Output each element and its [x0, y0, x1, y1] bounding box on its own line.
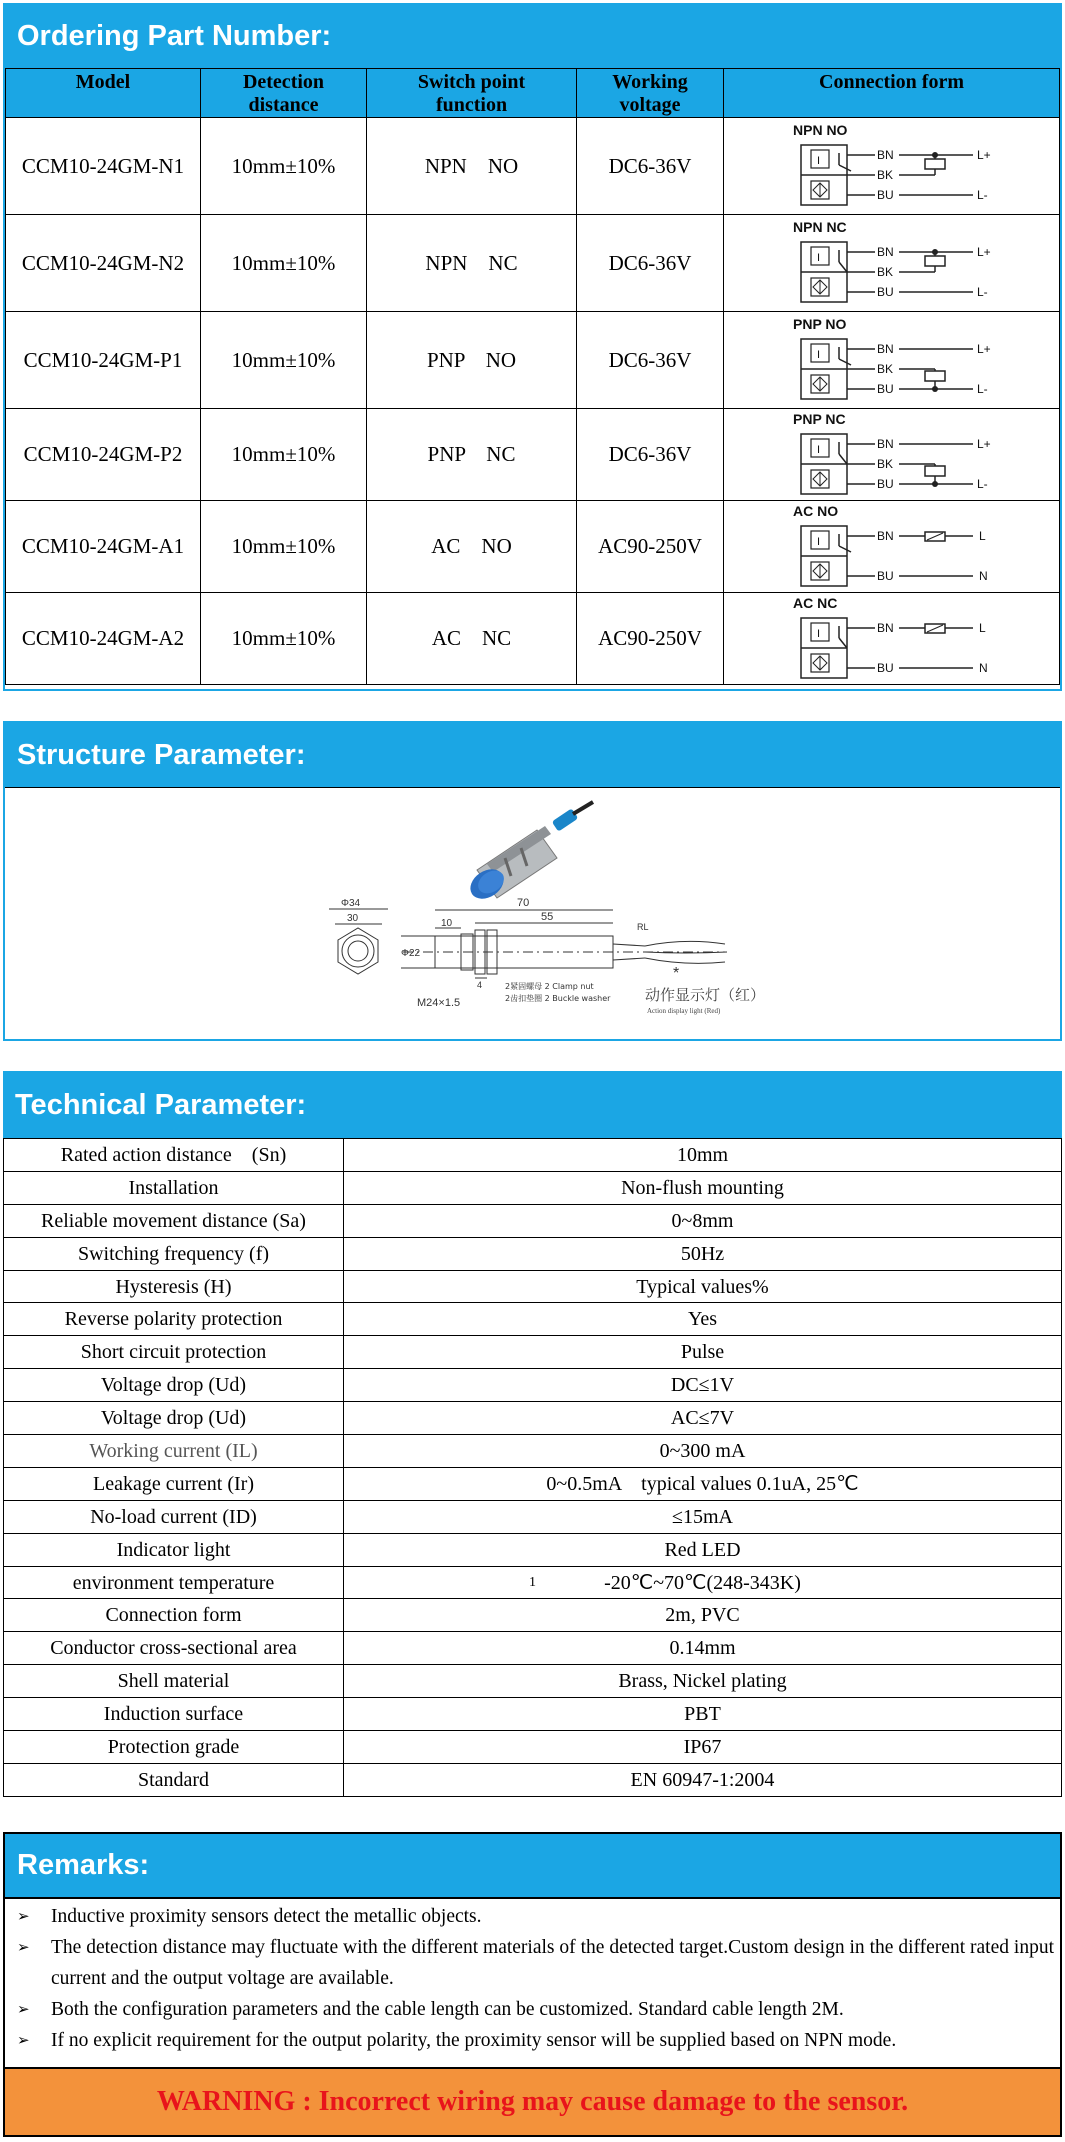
remark-text: The detection distance may fluctuate with the different materials of the detected target.Custom design in the different rated input current and the output voltage are available. [51, 1937, 1054, 1989]
note-light-en: Action display light (Red) [647, 1007, 721, 1015]
distance-cell: 10mm±10% [201, 215, 367, 312]
param-value: 0.14mm [344, 1632, 1062, 1665]
model-cell: CCM10-24GM-P2 [6, 409, 201, 501]
ordering-row [6, 501, 1060, 593]
param-name: Hysteresis (H) [4, 1270, 344, 1303]
svg-text:BK: BK [876, 265, 893, 279]
remarks-list [5, 1899, 1060, 2056]
param-name: Leakage current (Ir) [4, 1467, 344, 1500]
connection-diagram-cell [724, 118, 1060, 215]
technical-table [3, 1138, 1062, 1797]
connection-diagram [767, 504, 1017, 590]
svg-text:BU: BU [876, 568, 894, 583]
param-value: EN 60947-1:2004 [344, 1763, 1062, 1796]
header-detection-distance: Detection distance [201, 69, 367, 118]
dim-d22: Φ22 [401, 948, 421, 959]
svg-text:I: I [816, 252, 820, 264]
voltage-cell: AC90-250V [577, 501, 724, 593]
connection-diagram [767, 220, 1017, 306]
param-name: Conductor cross-sectional area [4, 1632, 344, 1665]
svg-text:BN: BN [876, 528, 894, 543]
svg-text:L: L [978, 528, 986, 543]
ordering-header-row [6, 69, 1060, 118]
connection-diagram-cell [724, 215, 1060, 312]
structure-body [5, 787, 1060, 1040]
note-clamp-nut: 2紧固螺母 2 Clamp nut [505, 982, 594, 991]
technical-row [4, 1402, 1062, 1435]
connection-diagram-cell [724, 312, 1060, 409]
svg-text:L-: L- [976, 285, 988, 299]
connection-diagram-cell [724, 409, 1060, 501]
structure-drawing [5, 788, 1060, 1040]
diagram-title: NPN NC [792, 220, 847, 235]
dim-10: 10 [441, 918, 453, 929]
svg-text:L+: L+ [976, 245, 991, 259]
param-value: 0~8mm [344, 1204, 1062, 1237]
param-name: Rated action distance (Sn) [4, 1139, 344, 1172]
svg-text:I: I [816, 349, 820, 361]
function-cell: PNP NO [367, 312, 577, 409]
param-name: Standard [4, 1763, 344, 1796]
param-name: Protection grade [4, 1731, 344, 1764]
distance-cell: 10mm±10% [201, 312, 367, 409]
param-name: Shell material [4, 1665, 344, 1698]
model-cell: CCM10-24GM-P1 [6, 312, 201, 409]
function-cell: NPN NO [367, 118, 577, 215]
dim-4: 4 [477, 980, 483, 990]
ordering-row [6, 118, 1060, 215]
model-cell: CCM10-24GM-N1 [6, 118, 201, 215]
sensor-photo [465, 802, 593, 905]
note-buckle-washer: 2齿扣垫圈 2 Buckle washer [505, 994, 611, 1003]
param-value: IP67 [344, 1731, 1062, 1764]
svg-text:BK: BK [876, 362, 893, 376]
diagram-title: AC NO [792, 503, 838, 519]
structure-title: Structure Parameter: [5, 723, 1060, 787]
connection-diagram [767, 596, 1017, 682]
technical-row [4, 1237, 1062, 1270]
function-cell: AC NC [367, 593, 577, 685]
technical-row [4, 1270, 1062, 1303]
dim-70: 70 [517, 897, 530, 909]
dim-55: 55 [541, 911, 554, 923]
svg-text:I: I [816, 627, 820, 640]
param-name: Short circuit protection [4, 1336, 344, 1369]
svg-text:L-: L- [976, 188, 988, 202]
param-value: 10mm [344, 1139, 1062, 1172]
svg-text:BN: BN [876, 436, 894, 451]
svg-text:L+: L+ [976, 342, 991, 356]
technical-row [4, 1204, 1062, 1237]
technical-row [4, 1731, 1062, 1764]
svg-text:I: I [816, 535, 820, 548]
svg-text:L+: L+ [976, 436, 991, 451]
param-name: Working current (IL) [4, 1435, 344, 1468]
param-value: ≤15mA [344, 1500, 1062, 1533]
svg-text:BU: BU [876, 382, 894, 396]
param-name: Voltage drop (Ud) [4, 1369, 344, 1402]
ordering-body [6, 118, 1060, 685]
voltage-cell: DC6-36V [577, 118, 724, 215]
voltage-cell: DC6-36V [577, 409, 724, 501]
side-view-drawing [401, 897, 765, 1015]
ordering-row [6, 215, 1060, 312]
header-working-voltage: Working voltage [577, 69, 724, 118]
remark-item [5, 1901, 1060, 1932]
svg-text:BU: BU [876, 188, 894, 202]
param-name: Switching frequency (f) [4, 1237, 344, 1270]
dim-thread: M24×1.5 [417, 997, 461, 1009]
technical-row [4, 1369, 1062, 1402]
header-connection-form: Connection form [724, 69, 1060, 118]
voltage-cell: DC6-36V [577, 312, 724, 409]
param-value: AC≤7V [344, 1402, 1062, 1435]
technical-row [4, 1467, 1062, 1500]
end-view-drawing [329, 898, 388, 974]
connection-diagram-cell [724, 501, 1060, 593]
structure-section [3, 721, 1062, 1041]
header-model: Model [6, 69, 201, 118]
connection-diagram [767, 123, 1017, 209]
technical-row [4, 1566, 1062, 1599]
distance-cell: 10mm±10% [201, 593, 367, 685]
voltage-cell: AC90-250V [577, 593, 724, 685]
svg-text:BN: BN [876, 148, 894, 162]
bullet-arrow-icon: ➢ [17, 1938, 30, 1956]
param-name: Reliable movement distance (Sa) [4, 1204, 344, 1237]
technical-row [4, 1698, 1062, 1731]
param-name: Installation [4, 1171, 344, 1204]
ordering-row [6, 409, 1060, 501]
function-cell: AC NO [367, 501, 577, 593]
param-value: Yes [344, 1303, 1062, 1336]
model-cell: CCM10-24GM-A1 [6, 501, 201, 593]
bullet-arrow-icon: ➢ [17, 1907, 30, 1925]
function-cell: PNP NC [367, 409, 577, 501]
param-value: DC≤1V [344, 1369, 1062, 1402]
remarks-title: Remarks: [5, 1834, 1060, 1899]
param-name: Indicator light [4, 1533, 344, 1566]
technical-row [4, 1533, 1062, 1566]
svg-text:BN: BN [876, 620, 894, 635]
distance-cell: 10mm±10% [201, 118, 367, 215]
svg-text:I: I [816, 155, 820, 167]
svg-text:N: N [978, 568, 988, 583]
remark-item [5, 1994, 1060, 2025]
technical-row [4, 1139, 1062, 1172]
svg-text:BU: BU [876, 660, 894, 675]
svg-text:BU: BU [876, 476, 894, 491]
svg-text:N: N [978, 660, 988, 675]
remark-item [5, 2025, 1060, 2056]
remark-item [5, 1932, 1060, 1994]
model-cell: CCM10-24GM-A2 [6, 593, 201, 685]
param-value [344, 1566, 1062, 1599]
dim-star: * [673, 965, 680, 982]
ordering-table [5, 68, 1060, 685]
technical-row [4, 1435, 1062, 1468]
technical-row [4, 1500, 1062, 1533]
technical-row [4, 1303, 1062, 1336]
param-name: Connection form [4, 1599, 344, 1632]
note-light-cn: 动作显示灯（红） [645, 986, 766, 1004]
param-value: 50Hz [344, 1237, 1062, 1270]
param-prefix: 1 [529, 1574, 536, 1590]
technical-row [4, 1632, 1062, 1665]
svg-text:L: L [978, 620, 986, 635]
svg-text:BK: BK [876, 168, 893, 182]
model-cell: CCM10-24GM-N2 [6, 215, 201, 312]
param-value: Typical values% [344, 1270, 1062, 1303]
param-value: Non-flush mounting [344, 1171, 1062, 1204]
technical-row [4, 1336, 1062, 1369]
param-value: Brass, Nickel plating [344, 1665, 1062, 1698]
remarks-section [3, 1832, 1062, 2137]
param-name: No-load current (ID) [4, 1500, 344, 1533]
dim-rl: RL [637, 922, 649, 932]
technical-section [3, 1071, 1062, 1802]
remark-text: Both the configuration parameters and the cable length can be customized. Standard cable length 2M. [51, 1999, 844, 2020]
svg-text:BK: BK [876, 456, 893, 471]
bullet-arrow-icon: ➢ [17, 2000, 30, 2018]
function-cell: NPN NC [367, 215, 577, 312]
technical-title: Technical Parameter: [3, 1073, 1062, 1138]
technical-row [4, 1171, 1062, 1204]
distance-cell: 10mm±10% [201, 409, 367, 501]
diagram-title: NPN NO [792, 123, 847, 138]
param-value-text: -20℃~70℃(248-343K) [604, 1571, 801, 1594]
distance-cell: 10mm±10% [201, 501, 367, 593]
voltage-cell: DC6-36V [577, 215, 724, 312]
dim-30: 30 [347, 913, 359, 924]
diagram-title: PNP NC [792, 411, 846, 427]
ordering-row [6, 312, 1060, 409]
param-value: 0~0.5mA typical values 0.1uA, 25℃ [344, 1467, 1062, 1500]
connection-diagram [767, 317, 1017, 403]
svg-text:I: I [816, 443, 820, 456]
param-name: Voltage drop (Ud) [4, 1402, 344, 1435]
ordering-row [6, 593, 1060, 685]
param-name: environment temperature [4, 1566, 344, 1599]
param-name: Reverse polarity protection [4, 1303, 344, 1336]
svg-text:BU: BU [876, 285, 894, 299]
remark-text: If no explicit requirement for the output polarity, the proximity sensor will be supplied based on NPN mode. [51, 2030, 897, 2051]
param-value: 2m, PVC [344, 1599, 1062, 1632]
diagram-title: AC NC [792, 595, 837, 611]
dim-d34: Φ34 [341, 898, 361, 909]
technical-row [4, 1763, 1062, 1796]
header-switch-function: Switch point function [367, 69, 577, 118]
param-name: Induction surface [4, 1698, 344, 1731]
connection-diagram-cell [724, 593, 1060, 685]
bullet-arrow-icon: ➢ [17, 2031, 30, 2049]
svg-text:BN: BN [876, 245, 894, 259]
ordering-section [3, 3, 1062, 691]
param-value: 0~300 mA [344, 1435, 1062, 1468]
svg-text:L+: L+ [976, 148, 991, 162]
remark-text: Inductive proximity sensors detect the metallic objects. [51, 1906, 482, 1927]
svg-text:L-: L- [976, 382, 988, 396]
param-value: Pulse [344, 1336, 1062, 1369]
technical-row [4, 1599, 1062, 1632]
warning-banner: WARNING : Incorrect wiring may cause damage to the sensor. [5, 2067, 1060, 2135]
param-value: Red LED [344, 1533, 1062, 1566]
diagram-title: PNP NO [792, 317, 846, 332]
svg-text:L-: L- [976, 476, 988, 491]
svg-text:BN: BN [876, 342, 894, 356]
ordering-title: Ordering Part Number: [5, 5, 1060, 68]
param-value: PBT [344, 1698, 1062, 1731]
technical-row [4, 1665, 1062, 1698]
connection-diagram [767, 412, 1017, 498]
